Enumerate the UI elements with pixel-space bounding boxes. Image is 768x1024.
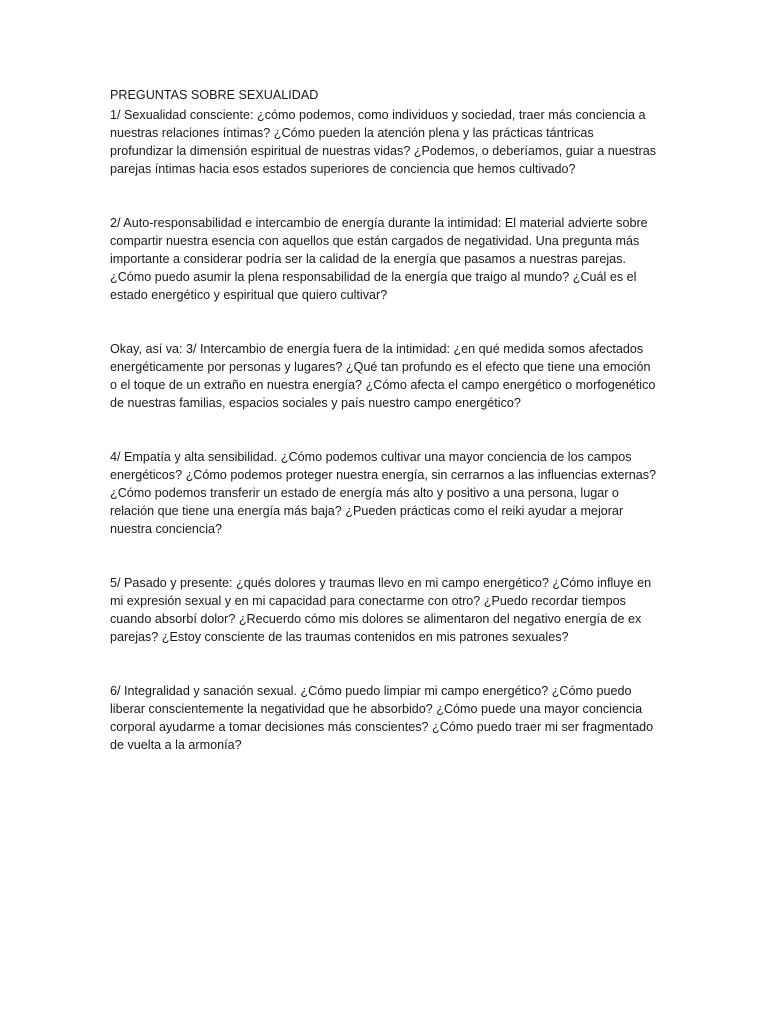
paragraph-spacer	[110, 646, 660, 682]
paragraph-spacer	[110, 412, 660, 448]
paragraph-spacer	[110, 304, 660, 340]
paragraph-1: 1/ Sexualidad consciente: ¿cómo podemos, como individuos y sociedad, traer más conciencia a nuestras relaciones íntimas? ¿Cómo pueden la atención plena y las prácticas tántricas profundizar la dimensión espiritual de nuestras vidas? ¿Podemos, o deberíamos, guiar a nuestras parejas íntimas hacia esos estados superiores de conciencia que hemos cultivado?	[110, 108, 657, 176]
paragraph-3: Okay, así va: 3/ Intercambio de energía fuera de la intimidad: ¿en qué medida somos afectados energéticamente por personas y lugares? ¿Qué tan profundo es el efecto que tiene una emoción o el toque de un extraño en nuestra energía? ¿Cómo afecta el campo energético o morfogenético de nuestras familias, espacios sociales y país nuestro campo energético?	[110, 342, 656, 410]
paragraph-4: 4/ Empatía y alta sensibilidad. ¿Cómo podemos cultivar una mayor conciencia de los campos energéticos? ¿Cómo podemos proteger nuestra energía, sin cerrarnos a las influencias externas? ¿Cómo podemos transferir un estado de energía más alto y positivo a una persona, lugar o relación que tiene una energía más baja? ¿Pueden prácticas como el reiki ayudar a mejorar nuestra conciencia?	[110, 450, 657, 536]
paragraph-spacer	[110, 178, 660, 214]
paragraph-2: 2/ Auto-responsabilidad e intercambio de energía durante la intimidad: El material advierte sobre compartir nuestra esencia con aquellos que están cargados de negatividad. Una pregunta más importante a considerar podría ser la calidad de la energía que pasamos a nuestras parejas. ¿Cómo puedo asumir la plena responsabilidad de la energía que traigo al mundo? ¿Cuál es el estado energético y espiritual que quiero cultivar?	[110, 216, 648, 302]
paragraph-5: 5/ Pasado y presente: ¿qués dolores y traumas llevo en mi campo energético? ¿Cómo influye en mi expresión sexual y en mi capacidad para conectarme con otro? ¿Puedo recordar tiempos cuando absorbí dolor? ¿Recuerdo cómo mis dolores se alimentaron del negativo energía de ex parejas? ¿Estoy consciente de las traumas contenidos en mis patrones sexuales?	[110, 576, 652, 644]
paragraph-spacer	[110, 538, 660, 574]
paragraph-6: 6/ Integralidad y sanación sexual. ¿Cómo puedo limpiar mi campo energético? ¿Cómo puedo liberar conscientemente la negatividad que he absorbido? ¿Cómo puede una mayor conciencia corporal ayudarme a tomar decisiones más conscientes? ¿Cómo puedo traer mi ser fragmentado de vuelta a la armonía?	[110, 684, 654, 752]
document-title: PREGUNTAS SOBRE SEXUALIDAD	[110, 88, 319, 102]
document-body	[110, 86, 660, 754]
